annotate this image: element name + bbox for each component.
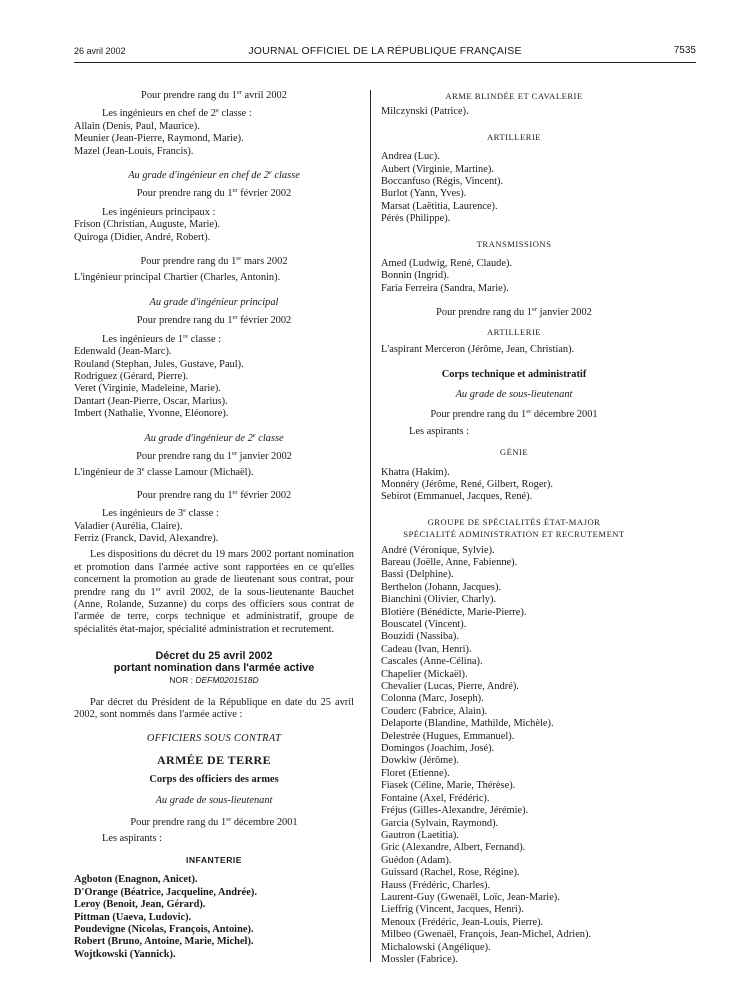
name-entry: Cascales (Anne-Célina). [381,656,483,668]
column-divider [370,90,371,962]
decree-title: Décret du 25 avril 2002 [155,650,273,663]
name-entry: Michalowski (Angélique). [381,941,491,953]
name-entry: Andrea (Luc). [381,151,440,163]
name-entry: Chapelier (Mickaël). [381,668,468,680]
name-entry: Domingos (Joachim, José). [381,743,495,755]
name-entry: Agboton (Enagnon, Anicet). [74,874,198,886]
name-entry: Faria Ferreira (Sandra, Marie). [381,282,509,294]
specialty-heading: GROUPE DE SPÉCIALITÉS ÉTAT-MAJOR [427,516,601,527]
group-intro: Les aspirants : [409,425,470,437]
name-entry: Bassi (Delphine). [381,569,454,581]
name-entry: Laurent-Guy (Gwenaël, Loïc, Jean-Marie). [381,891,560,903]
group-intro: Les ingénieurs de 1re classe : [102,332,222,345]
name-entry: Leroy (Benoit, Jean, Gérard). [74,899,206,911]
single-nomination: L'ingénieur de 3e classe Lamour (Michaël). [74,466,254,479]
single-nomination: L'aspirant Merceron (Jérôme, Jean, Christian). [381,344,575,356]
header-date: 26 avril 2002 [74,46,126,56]
single-nomination: L'ingénieur principal Chartier (Charles, Antonin). [74,272,281,284]
decree-paragraph: Par décret du Président de la République en date du 25 avril 2002, sont nommés dans l'armée active : [74,696,354,721]
section-armee: ARMÉE DE TERRE [156,752,272,767]
dispositions-paragraph: Les dispositions du décret du 19 mars 2002 portant nomination et promotion dans l'armée active sont rapportées en ce qu'elles concernent la promotion au grade de lieutenant sous contrat, pour prendre rang du 1er avril 2002, de la sous-lieutenante Bauchet (Anne, Rolande, Suzanne) du corps des officiers sous contrat de l'armée de terre, corps technique et administratif, groupe de spécialités état-major, spécialité administration et recrutement. [74,549,354,635]
specialty-subheading: SPÉCIALITÉ ADMINISTRATION ET RECRUTEMENT [403,529,625,540]
arm-heading: ARTILLERIE [486,131,542,142]
name-entry: Fiasek (Céline, Marie, Thérèse). [381,780,516,792]
name-entry: Bouscatel (Vincent). [381,619,467,630]
grade-heading: Au grade de sous-lieutenant [455,388,573,400]
name-list [74,121,354,158]
name-entry: Ferriz (Franck, David, Alexandre). [74,532,219,544]
name-entry: Cadeau (Ivan, Henri). [381,643,472,655]
name-list [381,106,647,118]
name-list [74,874,354,961]
name-entry: Bouzidi (Nassiba). [381,631,459,643]
name-entry: Rouland (Stephan, Jules, Gustave, Paul). [74,358,244,370]
name-entry: Menoux (Frédéric, Jean-Louis, Pierre). [381,916,544,928]
name-entry: Quiroga (Didier, André, Robert). [74,231,211,243]
name-entry: Rodriguez (Gérard, Pierre). [74,370,189,382]
name-entry: Robert (Bruno, Antoine, Marie, Michel). [74,936,254,948]
name-entry: Veret (Virginie, Madeleine, Marie). [74,383,221,395]
arm-heading: ARME BLINDÉE ET CAVALERIE [445,91,583,101]
group-intro: Les ingénieurs principaux : [102,206,216,218]
name-entry: Marsat (Laëtitia, Laurence). [381,200,498,212]
name-entry: Burlot (Yann, Yves). [381,188,467,200]
header-title: JOURNAL OFFICIEL DE LA RÉPUBLIQUE FRANÇAISE [248,45,522,57]
name-list [74,346,354,420]
section-officiers: OFFICIERS SOUS CONTRAT [146,733,282,745]
name-entry: Aubert (Virginie, Martine). [381,163,494,175]
name-entry: Guissard (Rachel, Rose, Régine). [381,867,520,879]
right-column [381,90,647,966]
name-entry: Floret (Etienne). [381,767,450,779]
header-rule [74,62,696,63]
grade-heading: Au grade d'ingénieur de 2e classe [144,431,284,444]
rank-heading: Pour prendre rang du 1er décembre 2001 [430,408,598,421]
name-entry: Fontaine (Axel, Frédéric). [381,792,490,804]
arm-heading: INFANTERIE [185,854,243,865]
name-entry: Blotière (Bénédicte, Marie-Pierre). [381,606,527,618]
name-list [381,258,647,295]
name-entry: Delaporte (Blandine, Mathilde, Michèle). [381,718,554,730]
rank-heading: Pour prendre rang du 1er février 2002 [136,488,292,501]
name-entry: Boccanfuso (Régis, Vincent). [381,176,504,188]
arm-heading: TRANSMISSIONS [476,238,552,249]
header-page-number: 7535 [673,45,696,56]
grade-heading: Au grade de sous-lieutenant [155,794,273,806]
nor-reference: NOR : DEFM0201518D [169,675,259,686]
rank-heading: Pour prendre rang du 1er février 2002 [136,314,292,327]
name-entry: Valadier (Aurélia, Claire). [74,520,183,532]
rank-heading: Pour prendre rang du 1er janvier 2002 [436,306,592,319]
name-list [74,521,354,546]
name-list [381,545,647,967]
name-entry: Bianchini (Olivier, Charly). [381,594,497,606]
name-entry: Meunier (Jean-Pierre, Raymond, Marie). [74,133,244,145]
rank-heading: Pour prendre rang du 1er janvier 2002 [136,449,292,462]
name-entry: Hauss (Frédéric, Charles). [381,879,491,891]
rank-heading: Pour prendre rang du 1er avril 2002 [141,89,287,101]
name-entry: Fréjus (Gilles-Alexandre, Jérémie). [381,805,529,817]
name-entry: D'Orange (Béatrice, Jacqueline, Andrée). [74,886,257,898]
name-entry: Garcia (Sylvain, Raymond). [381,817,499,829]
rank-heading: Pour prendre rang du 1er février 2002 [136,187,292,200]
name-entry: Bonnin (Ingrid). [381,270,450,282]
name-entry: Berthelon (Johann, Jacques). [381,581,502,593]
name-entry: Pérès (Philippe). [381,213,451,225]
group-intro: Les ingénieurs de 3e classe : [102,507,219,520]
rank-heading: Pour prendre rang du 1er mars 2002 [140,255,288,268]
grade-heading: Au grade d'ingénieur principal [149,296,279,308]
name-entry: Edenwald (Jean-Marc). [74,346,172,358]
name-entry: Mossler (Fabrice). [381,953,458,965]
name-entry: Dantart (Jean-Pierre, Oscar, Marius). [74,395,228,407]
name-entry: André (Véronique, Sylvie). [381,544,495,556]
name-entry: Delestrée (Hugues, Emmanuel). [381,730,515,742]
name-entry: Chevalier (Lucas, Pierre, André). [381,681,519,693]
name-entry: Lieffrig (Vincent, Jacques, Henri). [381,904,524,916]
name-entry: Imbert (Nathalie, Yvonne, Eléonore). [74,408,229,420]
left-column [74,90,354,961]
name-list [381,151,647,225]
name-entry: Pittman (Uaeva, Ludovic). [74,911,192,923]
page-header [74,44,696,60]
name-entry: Bareau (Joëlle, Anne, Fabienne). [381,556,518,568]
name-entry: Poudevigne (Nicolas, François, Antoine). [74,923,254,935]
arm-heading: GÉNIE [499,447,529,458]
grade-heading: Au grade d'ingénieur en chef de 2e classe [128,169,300,182]
group-intro: Les aspirants : [102,833,163,845]
name-list [381,467,647,504]
name-entry: Milbeo (Gwenaël, François, Jean-Michel, Adrien). [381,929,592,941]
name-entry: Gric (Alexandre, Albert, Fernand). [381,842,526,854]
name-entry: Frison (Christian, Auguste, Marie). [74,219,221,231]
name-entry: Guédon (Adam). [381,854,452,866]
rank-heading: Pour prendre rang du 1er décembre 2001 [130,816,298,829]
arm-heading: ARTILLERIE [486,326,542,337]
name-entry: Sebirot (Emmanuel, Jacques, René). [381,491,533,503]
name-entry: Allain (Denis, Paul, Maurice). [74,120,200,132]
name-entry: Colonna (Marc, Joseph). [381,693,484,705]
name-entry: Dowkiw (Jérôme). [381,755,459,767]
name-entry: Monnéry (Jérôme, René, Gilbert, Roger). [381,478,553,490]
name-entry: Milczynski (Patrice). [381,106,469,118]
name-entry: Khatra (Hakim). [381,466,450,478]
name-list [74,219,354,244]
name-entry: Wojtkowski (Yannick). [74,948,176,960]
corps-heading: Corps technique et administratif [441,368,587,380]
name-entry: Amed (Ludwig, René, Claude). [381,258,513,270]
name-entry: Mazel (Jean-Louis, Francis). [74,145,194,157]
group-intro: Les ingénieurs en chef de 2e classe : [102,107,252,120]
corps-heading: Corps des officiers des armes [149,774,279,786]
decree-subtitle: portant nomination dans l'armée active [113,662,315,675]
name-entry: Gautron (Laetitia). [381,829,459,841]
name-entry: Couderc (Fabrice, Alain). [381,705,488,717]
